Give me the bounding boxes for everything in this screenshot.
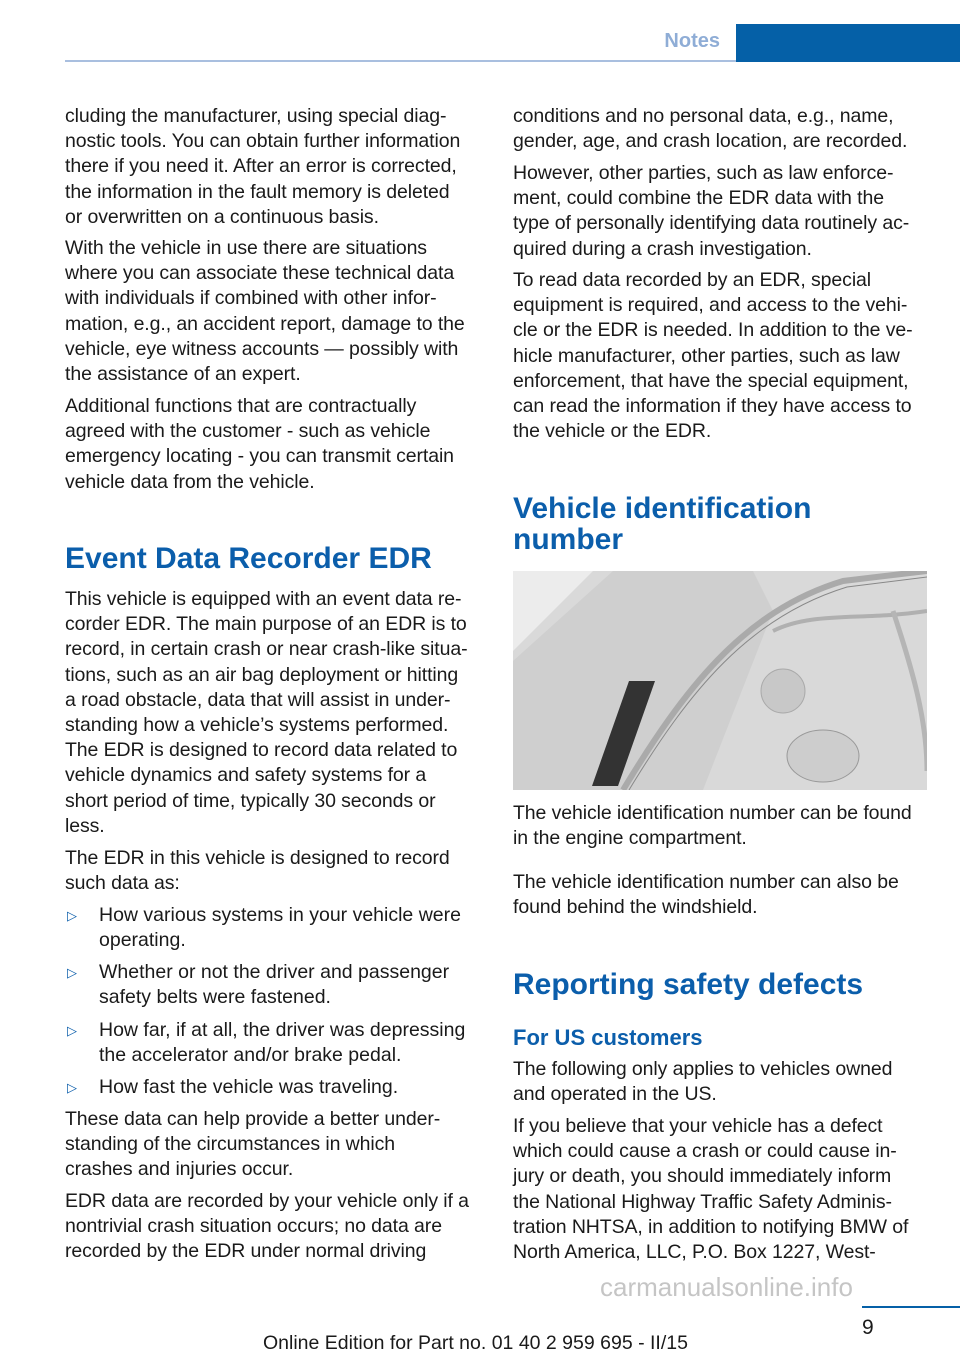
header-rule	[65, 60, 737, 62]
section-title: Notes	[664, 30, 720, 52]
triangle-bullet-icon: ▷	[67, 965, 77, 980]
heading-vin: Vehicle identification number	[513, 492, 812, 556]
paragraph: These data can help provide a better under- standing of the circumstances in which crashes and injuries occur.	[65, 1108, 441, 1181]
paragraph: With the vehicle in use there are situations where you can associate these technical data with individuals if combined with other infor- mation, e.g., an accident report, damage to the vehicle, eye witness accounts — possibly with the assistance of an expert.	[65, 237, 465, 386]
page-number: 9	[862, 1316, 874, 1339]
paragraph: If you believe that your vehicle has a defect which could cause a crash or could cause in- jury or death, you should immediately inform the National Highway Traffic Safety Adminis- tration NHTSA, in addition to notifying BMW of North America, LLC, P.O. Box 1227, West-	[513, 1115, 909, 1264]
edition-note: Online Edition for Part no. 01 40 2 959 695 - II/15	[263, 1332, 688, 1354]
heading-safety-defects: Reporting safety defects	[513, 968, 864, 1001]
paragraph: conditions and no personal data, e.g., name, gender, age, and crash location, are recorded.	[513, 105, 908, 153]
watermark: carmanualsonline.info	[600, 1272, 853, 1302]
subheading-us-customers: For US customers	[513, 1025, 703, 1050]
paragraph: The vehicle identification number can also be found behind the windshield.	[513, 871, 899, 919]
footer-rule	[862, 1306, 960, 1308]
paragraph: cluding the manufacturer, using special diag- nostic tools. You can obtain further information there if you need it. After an error is corrected, the information in the fault memory is deleted or overwritten on a continuous basis.	[65, 105, 461, 228]
paragraph: Additional functions that are contractually agreed with the customer - such as vehicle emergency locating - you can transmit certain vehicle data from the vehicle.	[65, 395, 454, 493]
heading-edr: Event Data Recorder EDR	[65, 542, 432, 575]
paragraph: The following only applies to vehicles owned and operated in the US.	[513, 1058, 893, 1106]
paragraph: The vehicle identification number can be found in the engine compartment.	[513, 802, 912, 850]
triangle-bullet-icon: ▷	[67, 908, 77, 923]
paragraph: The EDR in this vehicle is designed to record such data as:	[65, 847, 450, 895]
triangle-bullet-icon: ▷	[67, 1080, 77, 1095]
triangle-bullet-icon: ▷	[67, 1023, 77, 1038]
header-bar	[736, 24, 960, 62]
paragraph: This vehicle is equipped with an event data re- corder EDR. The main purpose of an EDR is to record, in certain crash or near crash-like situa- tions, such as an air bag deployment or hitting a road obstacle, data that will assist in under- standing how a vehicle’s systems performed. The EDR is designed to record data related to vehicle dynamics and safety systems for a short period of time, typically 30 seconds or less.	[65, 588, 468, 837]
paragraph: EDR data are recorded by your vehicle only if a nontrivial crash situation occurs; no data are recorded by the EDR under normal driving	[65, 1190, 469, 1263]
paragraph: To read data recorded by an EDR, special equipment is required, and access to the vehi- cle or the EDR is needed. In addition to the ve- hicle manufacturer, other parties, such as law enforcement, that have the special equipment, can read the information if they have access to the vehicle or the EDR.	[513, 269, 913, 443]
engine-compartment-illustration	[513, 571, 927, 790]
paragraph: However, other parties, such as law enforce- ment, could combine the EDR data with the type of personally identifying data routinely ac- quired during a crash investigation.	[513, 162, 910, 260]
